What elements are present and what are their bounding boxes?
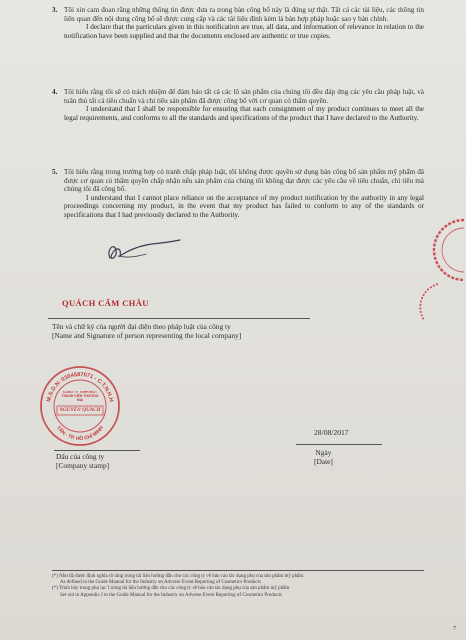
footnote-1-english: As defined in the Guide Manual for the Industry on Adverse Event Reporting of Cosmetics Products — [60, 580, 261, 586]
footnote-2: (*) Trình bày trong phụ lục I trong tài liệu hướng dẫn cho các công ty về báo cáo tác dụng phụ của sản phẩm mỹ phẩm — [52, 586, 290, 592]
edge-seal-mark-lower — [410, 282, 440, 322]
item-number: 5. — [52, 168, 58, 176]
signatory-caption — [52, 322, 241, 341]
item-text-english: I understand that I shall be responsible for ensuring that each consignment of my product continues to meet all the legal requirements, and conforms to all the standards and specifications of the product that I have declared to the Authority. — [64, 105, 424, 122]
item-text-vietnamese: Tôi hiểu rằng tôi sẽ có trách nhiệm để đảm bảo tất cả các lô sản phẩm của chúng tôi đều đáp ứng các yêu cầu pháp luật, và tuân thủ tất cả tiêu chuẩn và chỉ tiêu sản phẩm đã được công bố với cơ quan có thẩm quyền. — [64, 88, 424, 105]
company-stamp-caption — [56, 452, 109, 471]
date-caption — [314, 448, 333, 467]
seal-inner-text: CÔNG TY TNHH MỘT THÀNH VIÊN THƯƠNG MẠI — [61, 391, 99, 402]
footnote-2-english: Set out in Appendix I to the Guide Manual for the Industry on Adverse Event Reporting of Cosmetics Products — [60, 592, 282, 598]
edge-seal-mark — [430, 218, 466, 282]
signatory-name: QUÁCH CẨM CHÂU — [62, 298, 149, 308]
seal-center-text: NGUYỄN QUÁCH — [59, 407, 101, 413]
seal-bottom-text: TÂN - TP. HỒ CHÍ MINH — [55, 425, 105, 443]
date-caption-english: [Date] — [314, 457, 333, 467]
footnote-separator — [52, 570, 424, 571]
item-text-english: I understand that I cannot place reliance on the acceptance of my product notification by the authority in any legal proceedings concerning my product, in the event that my product has failed to conform to any of the standards or specifications that I had previously declared to the Authority. — [64, 193, 424, 219]
item-text-english: I declare that the particulars given in this notification are true, all data, and information of relevance in relation to the notification have been supplied and that the documents enclosed are authentic or true copies. — [64, 23, 424, 40]
page-number: 7 — [453, 626, 456, 632]
company-seal — [38, 364, 122, 448]
item-number: 3. — [52, 6, 58, 14]
item-text-vietnamese: Tôi xin cam đoan rằng những thông tin được đưa ra trong bản công bố này là đúng sự thật. Tất cả các tài liệu, các thông tin liên quan đến nội dung công bố sẽ được cung cấp và các tài liệu đính kèm là bản hợp pháp hoặc sao y bản chính. — [64, 6, 424, 23]
company-stamp-caption-vietnamese: Dấu của công ty — [56, 452, 105, 461]
seal-top-text: M.S.D.N: 0304587071 - C.T.N.H.H — [46, 371, 114, 403]
declaration-item-5 — [52, 168, 424, 220]
company-stamp-line — [54, 450, 140, 451]
signatory-caption-vietnamese: Tên và chữ ký của người đại diện theo pháp luật của công ty — [52, 322, 231, 331]
item-number: 4. — [52, 88, 58, 96]
handwritten-signature — [96, 236, 186, 266]
svg-text:TÂN - TP. HỒ CHÍ MINH — [55, 425, 105, 442]
declaration-item-4 — [52, 88, 424, 122]
declaration-item-3 — [52, 6, 424, 40]
declaration-date: 28/08/2017 — [314, 428, 349, 437]
item-text-vietnamese: Tôi hiểu rằng trong trường hợp có tranh chấp pháp luật, tôi không được quyền sử dụng bản công bố sản phẩm mỹ phẩm đã được cơ quan có thẩm quyền chấp nhận nếu sản phẩm của chúng tôi không đạt được các yêu cầu về tiêu chuẩn, chỉ tiêu mà chúng tôi đã công bố. — [64, 168, 424, 194]
signatory-caption-english: [Name and Signature of person representing the local company] — [52, 331, 242, 341]
date-caption-vietnamese: Ngày — [315, 448, 332, 457]
company-stamp-caption-english: [Company stamp] — [56, 461, 110, 471]
date-line — [296, 444, 382, 445]
signature-line — [48, 318, 310, 319]
footnotes — [52, 574, 424, 599]
footnote-1: (*) Như đã được định nghĩa rõ ràng trong tài liệu hướng dẫn cho các công ty về báo cáo tác dụng phụ của sản phẩm mỹ phẩm. — [52, 574, 305, 579]
